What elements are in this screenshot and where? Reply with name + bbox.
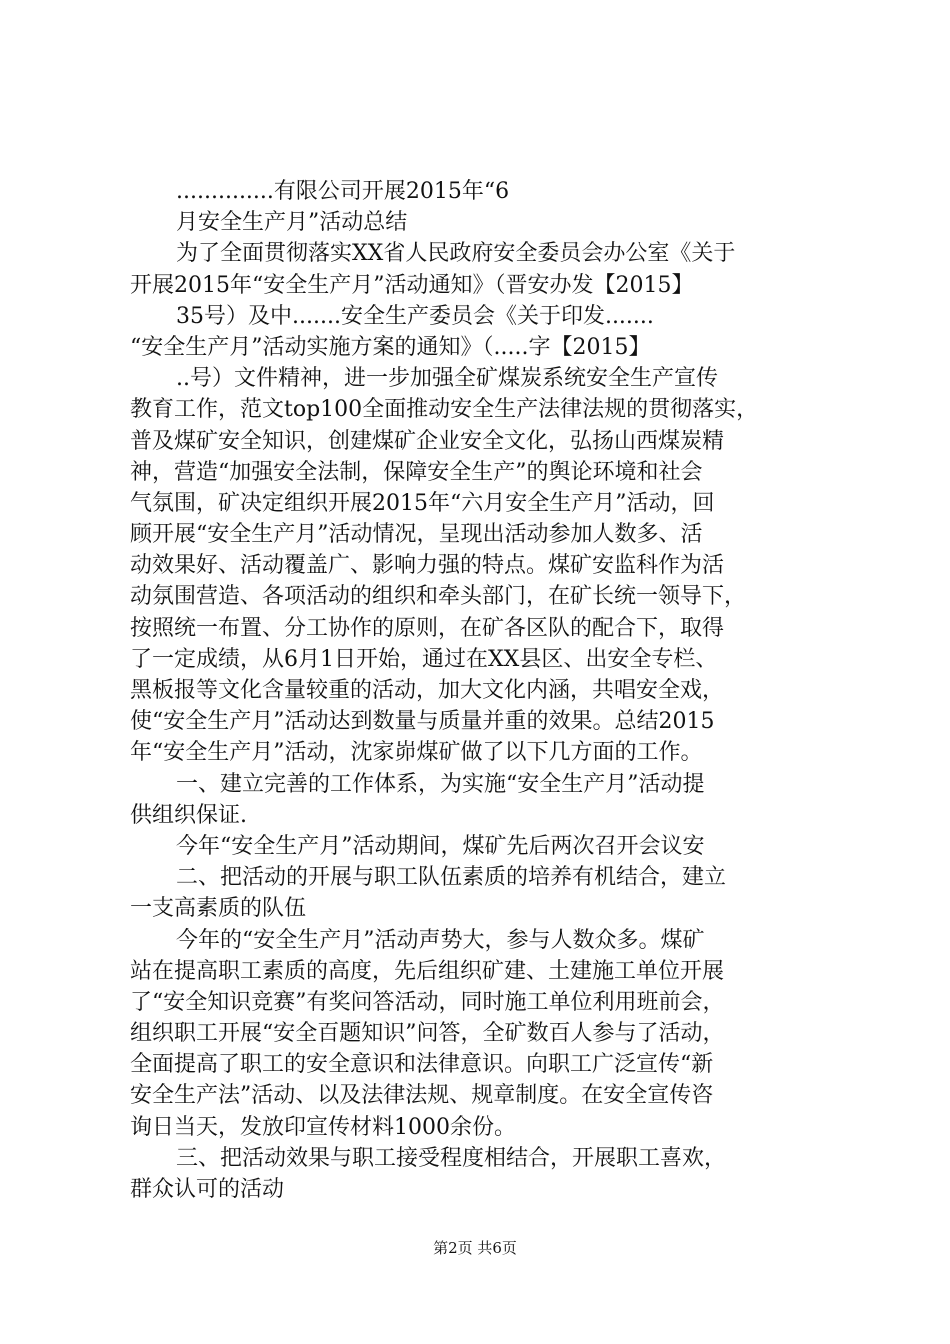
text-line: 黑板报等文化含量较重的活动，加大文化内涵，共唱安全戏，	[130, 678, 725, 703]
text-line: 今年的“安全生产月”活动声势大，参与人数众多。煤矿	[176, 927, 705, 953]
text-line: 年“安全生产月”活动，沈家峁煤矿做了以下几方面的工作。	[130, 740, 703, 766]
text-line: 使“安全生产月”活动达到数量与质量并重的效果。总结2015	[130, 709, 715, 735]
text-line: 动氛围营造、各项活动的组织和牵头部门，在矿长统一领导下，	[130, 584, 747, 610]
text-line: 气氛围，矿决定组织开展2015年“六月安全生产月”活动，回	[130, 490, 715, 516]
text-line: 询日当天，发放印宣传材料1000余份。	[130, 1114, 516, 1140]
text-line: 三、把活动效果与职工接受程度相结合，开展职工喜欢，	[176, 1145, 727, 1171]
text-line: 一支高素质的队伍	[130, 896, 307, 922]
text-line: 站在提高职工素质的高度，先后组织矿建、土建施工单位开展	[130, 958, 725, 984]
text-line: 月安全生产月”活动总结	[176, 210, 408, 236]
text-line: 供组织保证.	[130, 802, 247, 828]
text-line: 群众认可的活动	[130, 1177, 285, 1202]
text-line: 35号）及中.......安全生产委员会《关于印发.......	[176, 303, 654, 329]
text-line: 教育工作，范文top100全面推动安全生产法律法规的贯彻落实，	[130, 397, 759, 423]
text-line: 组织职工开展“安全百题知识”问答，全矿数百人参与了活动，	[130, 1021, 725, 1047]
text-line: ..号）文件精神，进一步加强全矿煤炭系统安全生产宣传	[176, 366, 718, 392]
text-line: 今年“安全生产月”活动期间，煤矿先后两次召开会议安	[176, 833, 705, 859]
text-line: 按照统一布置、分工协作的原则，在矿各区队的配合下，取得	[130, 615, 725, 641]
text-line: 神，营造“加强安全法制，保障安全生产”的舆论环境和社会	[130, 459, 703, 485]
text-line: 开展2015年“安全生产月”活动通知》（晋安办发【2015】	[130, 272, 694, 298]
text-line: 二、把活动的开展与职工队伍素质的培养有机结合，建立	[176, 865, 727, 891]
text-line: 了一定成绩，从6月1日开始，通过在XX县区、出安全专栏、	[130, 646, 718, 672]
text-line: 顾开展“安全生产月”活动情况，呈现出活动参加人数多、活	[130, 522, 703, 548]
text-line: “安全生产月”活动实施方案的通知》（.....字【2015】	[130, 334, 651, 360]
document-body	[130, 176, 835, 1205]
text-line: 安全生产法”活动、以及法律法规、规章制度。在安全宣传咨	[130, 1083, 714, 1109]
text-line: 了“安全知识竞赛”有奖问答活动，同时施工单位利用班前会，	[130, 989, 725, 1015]
text-line: 普及煤矿安全知识，创建煤矿企业安全文化，弘扬山西煤炭精	[130, 428, 725, 454]
text-line: 动效果好、活动覆盖广、影响力强的特点。煤矿安监科作为活	[130, 553, 725, 579]
text-line: ..............有限公司开展2015年“6	[176, 179, 510, 204]
text-line: 一、建立完善的工作体系，为实施“安全生产月”活动提	[176, 771, 705, 797]
text-line: 为了全面贯彻落实XX省人民政府安全委员会办公室《关于	[176, 241, 736, 267]
page-footer: 第2页 共6页	[433, 1239, 517, 1257]
text-line: 全面提高了职工的安全意识和法律意识。向职工广泛宣传“新	[130, 1052, 714, 1078]
